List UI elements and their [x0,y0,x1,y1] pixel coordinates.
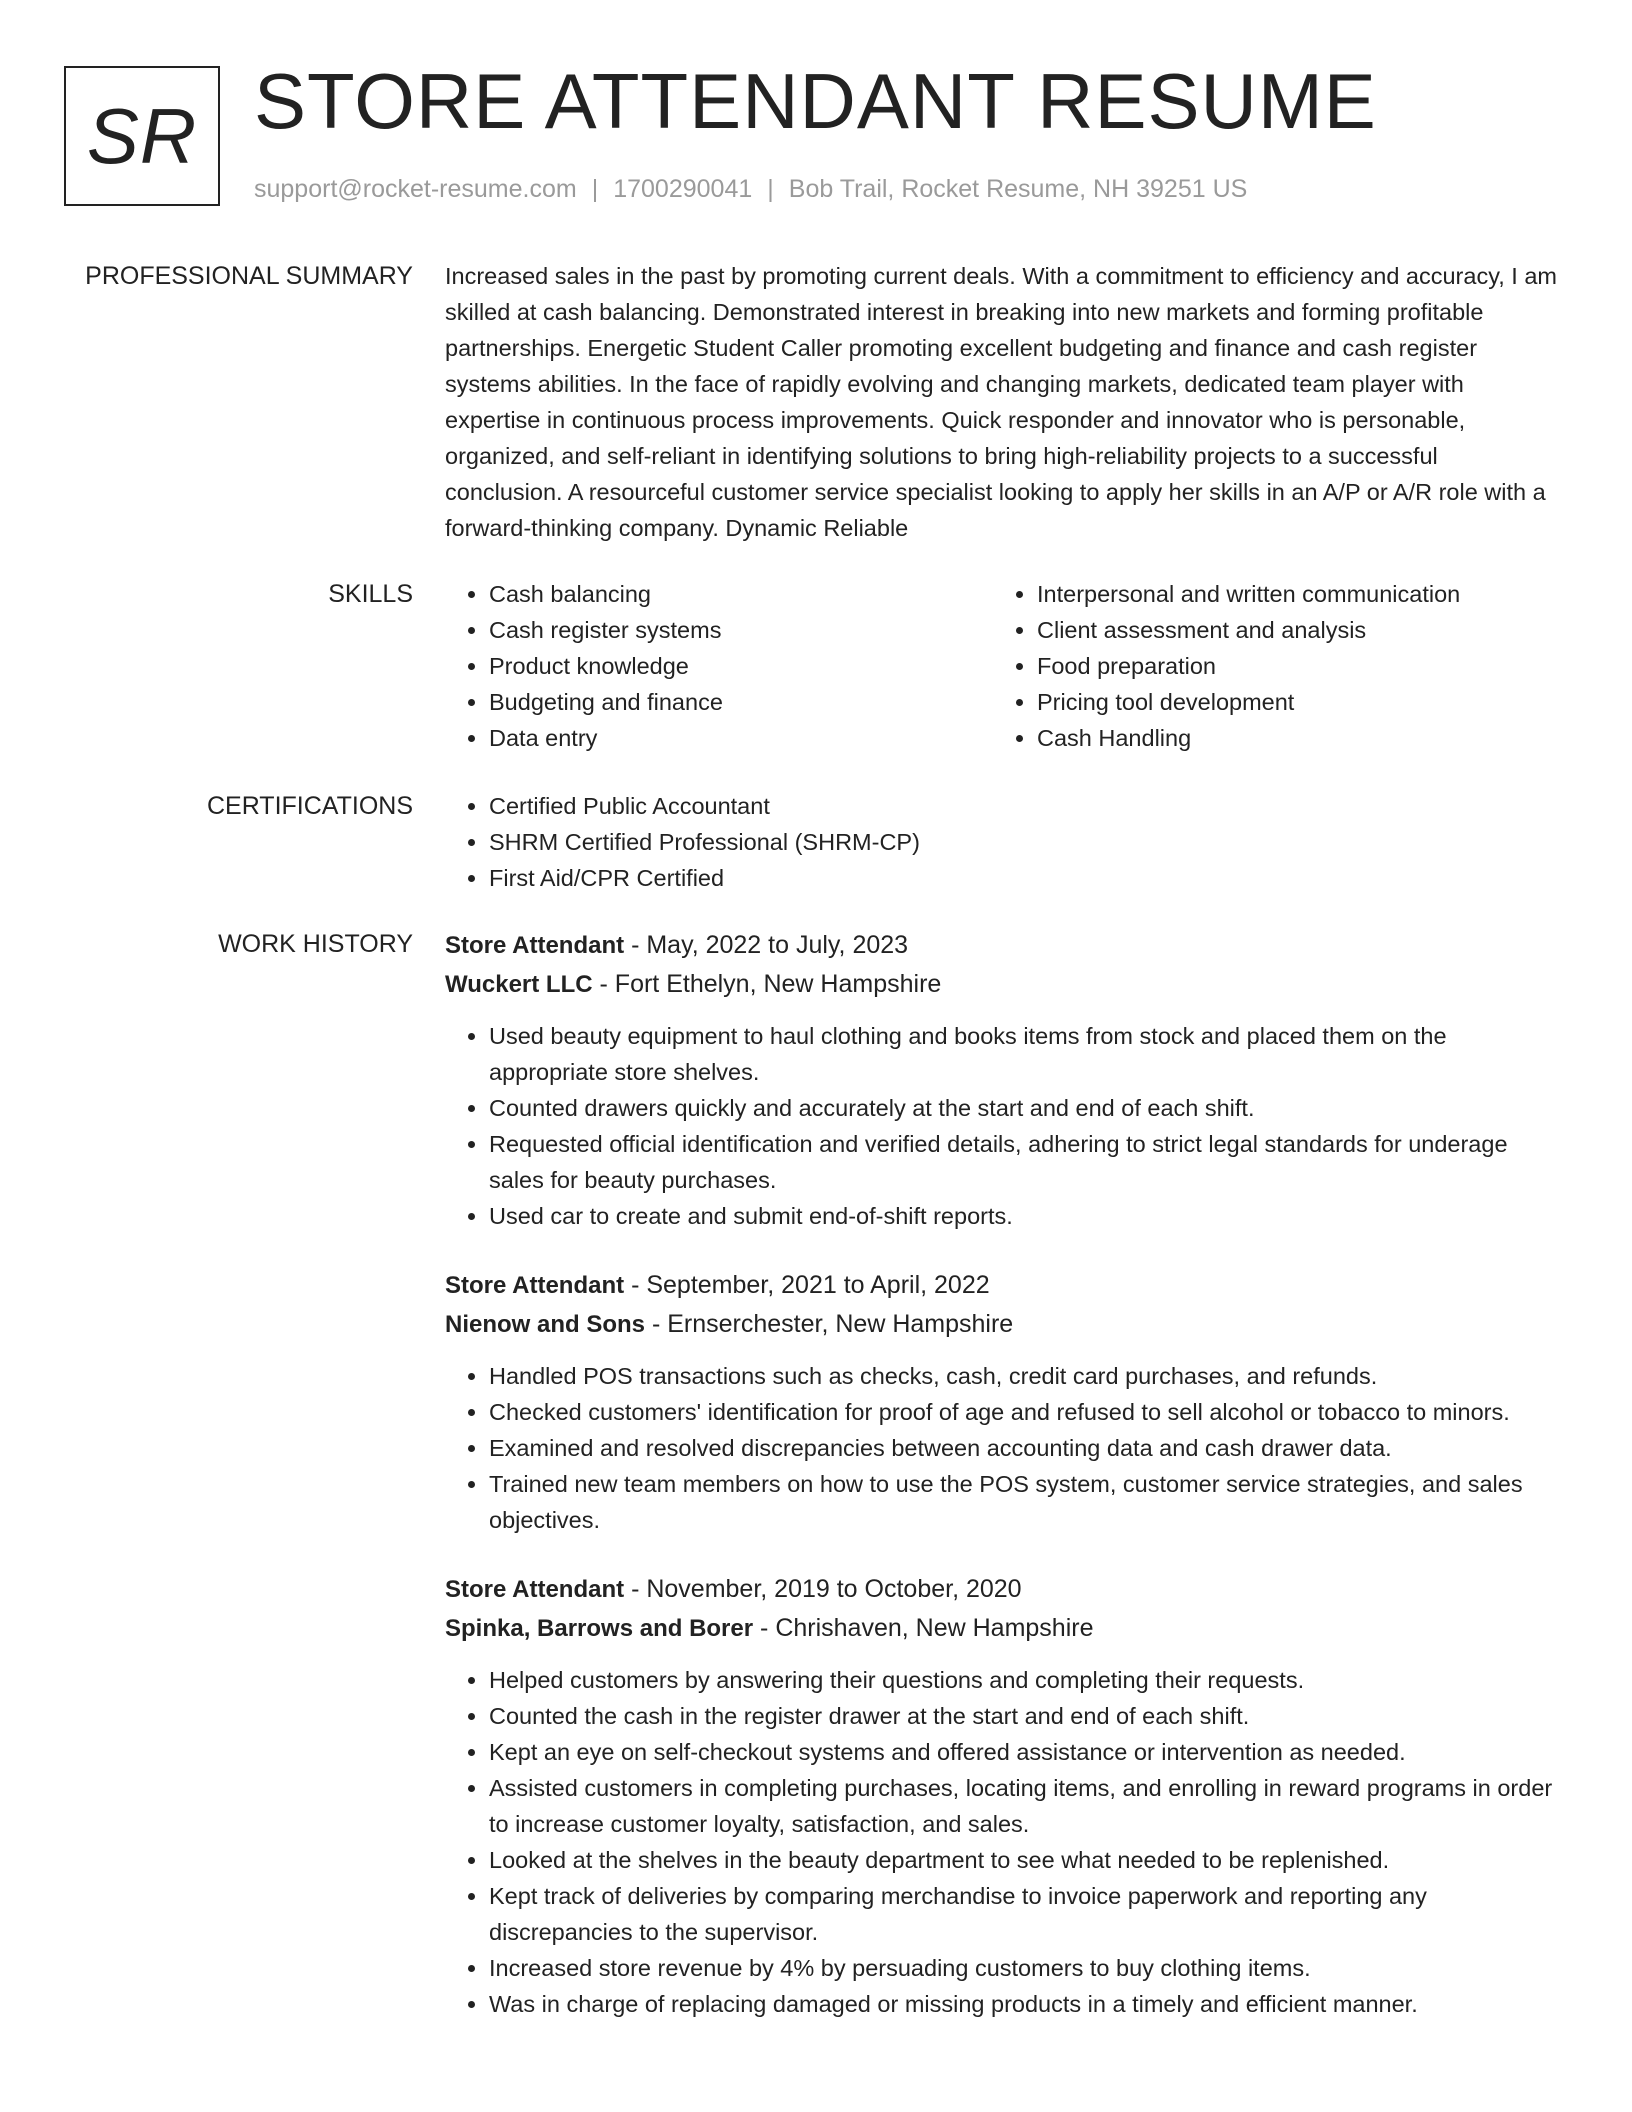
job-duty-item: • Counted the cash in the register drawer at the start and end of each shift. [489,1698,1557,1734]
job-company: Nienow and Sons [445,1311,646,1338]
job-dates: - May, 2022 to July, 2023 [631,931,909,959]
job-title: Store Attendant [445,1576,625,1603]
job-duty-item: • Checked customers' identification for proof of age and refused to sell alcohol or tobacco to minors. [489,1394,1557,1430]
contact-separator: | [591,175,599,203]
contact-email[interactable]: support@rocket-resume.com [254,175,577,203]
job-duty-item: • Trained new team members on how to use the POS system, customer service strategies, and sales objectives. [489,1466,1557,1538]
skills-list-right [993,576,1541,756]
job-title: Store Attendant [445,932,625,959]
job-company: Wuckert LLC [445,971,593,998]
skill-item: • Product knowledge [489,648,993,684]
job-duty-item: • Used beauty equipment to haul clothing and books items from stock and placed them on the appropriate store shelves. [489,1018,1557,1090]
job-duty-item: • Looked at the shelves in the beauty department to see what needed to be replenished. [489,1842,1557,1878]
job-company-line [445,1305,1557,1344]
job-duty-item: • Was in charge of replacing damaged or missing products in a timely and efficient manner. [489,1986,1557,2022]
job-company-line [445,965,1557,1004]
job-location: - Ernserchester, New Hampshire [651,1310,1014,1338]
skill-item: • Pricing tool development [1037,684,1541,720]
contact-phone[interactable]: 1700290041 [613,175,753,203]
job-duties-list [445,1662,1557,2022]
skill-item: • Client assessment and analysis [1037,612,1541,648]
skill-item: • Cash Handling [1037,720,1541,756]
job-entry [445,926,1557,1234]
section-label-summary: PROFESSIONAL SUMMARY [85,262,413,290]
job-dates: - November, 2019 to October, 2020 [631,1575,1022,1603]
job-duty-item: • Requested official identification and verified details, adhering to strict legal standards for underage sales for beauty purchases. [489,1126,1557,1198]
job-company: Spinka, Barrows and Borer [445,1615,754,1642]
work-history-body [445,926,1557,2054]
contact-separator: | [767,175,774,203]
job-location: - Fort Ethelyn, New Hampshire [599,970,942,998]
job-duty-item: • Counted drawers quickly and accurately at the start and end of each shift. [489,1090,1557,1126]
job-entry [445,1570,1557,2022]
job-title-line [445,1570,1557,1609]
certifications-list [445,788,1557,896]
monogram-logo: SR [64,66,220,206]
certification-item: • First Aid/CPR Certified [489,860,1557,896]
job-title: Store Attendant [445,1272,625,1299]
skills-list-left [445,576,993,756]
section-label-skills: SKILLS [328,580,413,608]
skill-item: • Cash balancing [489,576,993,612]
job-duty-item: • Kept track of deliveries by comparing merchandise to invoice paperwork and reporting any discrepancies to the supervisor. [489,1878,1557,1950]
job-duty-item: • Kept an eye on self-checkout systems and offered assistance or intervention as needed. [489,1734,1557,1770]
job-company-line [445,1609,1557,1648]
section-label-certifications: CERTIFICATIONS [206,792,413,820]
job-title-line [445,1266,1557,1305]
job-title-line [445,926,1557,965]
skills-body [445,576,1557,756]
section-label-work-history: WORK HISTORY [218,930,413,958]
job-duties-list [445,1018,1557,1234]
summary-text: Increased sales in the past by promoting current deals. With a commitment to efficiency and accuracy, I am skilled at cash balancing. Demonstrated interest in breaking into new markets and forming profitable partnerships. Energetic Student Caller promoting excellent budgeting and finance and cash register systems abilities. In the face of rapidly evolving and changing markets, dedicated team player with expertise in continuous process improvements. Quick responder and innovator who is personable, organized, and self-reliant in identifying solutions to bring high-reliability projects to a successful conclusion. A resourceful customer service specialist looking to apply her skills in an A/P or A/R role with a forward-thinking company. Dynamic Reliable [445,263,1557,541]
job-duty-item: • Handled POS transactions such as checks, cash, credit card purchases, and refunds. [489,1358,1557,1394]
job-duty-item: • Used car to create and submit end-of-shift reports. [489,1198,1557,1234]
contact-address: Bob Trail, Rocket Resume, NH 39251 US [788,175,1248,203]
job-duty-item: • Assisted customers in completing purchases, locating items, and enrolling in reward programs in order to increase customer loyalty, satisfaction, and sales. [489,1770,1557,1842]
job-duty-item: • Examined and resolved discrepancies between accounting data and cash drawer data. [489,1430,1557,1466]
job-location: - Chrishaven, New Hampshire [760,1614,1094,1642]
certifications-body [445,788,1557,896]
job-dates: - September, 2021 to April, 2022 [631,1271,990,1299]
summary-body [445,258,1557,546]
resume-title: STORE ATTENDANT RESUME [254,57,1377,145]
job-entry [445,1266,1557,1538]
job-duties-list [445,1358,1557,1538]
skill-item: • Food preparation [1037,648,1541,684]
certification-item: • SHRM Certified Professional (SHRM-CP) [489,824,1557,860]
contact-line [254,172,1247,206]
skill-item: • Interpersonal and written communication [1037,576,1541,612]
skill-item: • Budgeting and finance [489,684,993,720]
certification-item: • Certified Public Accountant [489,788,1557,824]
job-duty-item: • Helped customers by answering their questions and completing their requests. [489,1662,1557,1698]
job-duty-item: • Increased store revenue by 4% by persuading customers to buy clothing items. [489,1950,1557,1986]
skill-item: • Data entry [489,720,993,756]
skill-item: • Cash register systems [489,612,993,648]
